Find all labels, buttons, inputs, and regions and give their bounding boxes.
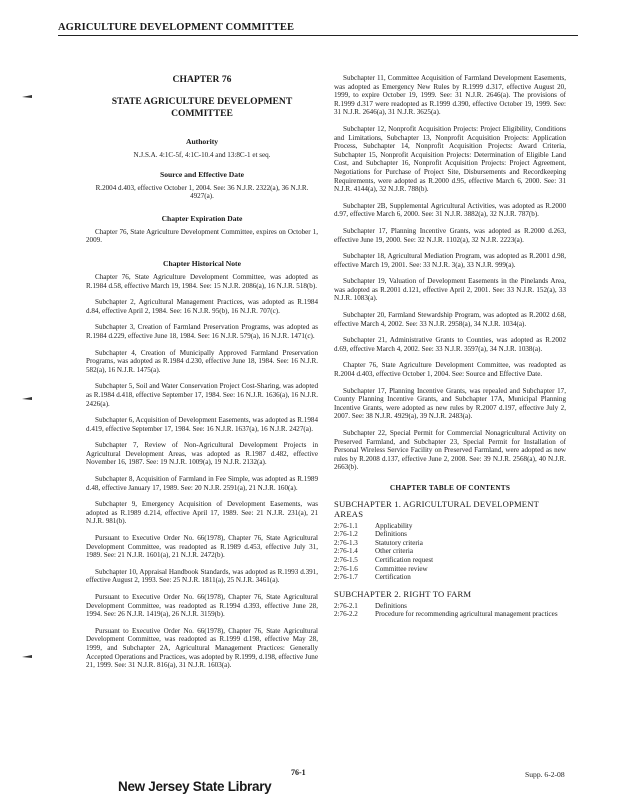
toc-entry-label: Certification — [375, 573, 411, 582]
history-note-paragraph: Subchapter 4, Creation of Municipally Approved Farmland Preservation Programs, was adopted as R.1984 d.230, effective June 18, 1984. See: 16 N.J.R. 582(a), 16 N.J.R. 1475(a). — [86, 348, 318, 374]
page-number: 76-1 — [291, 768, 306, 777]
toc-entry-number: 2:76-2.1 — [334, 601, 358, 610]
history-note-paragraph: Subchapter 11, Committee Acquisition of Farmland Development Easements, was adopted as Emergency New Rules by R.1999 d.317, effective August 20, 1999, to expire October 19, 1999. See: 31 N.J.R. 2646(a). The provisions of R.1999 d.317 were readopted as R.1999 d.390, effective October 19, 1999. See: 31 N.J.R. 2646(a), 31 N.J.R. 3625(a). — [334, 74, 566, 117]
right-column — [334, 74, 566, 619]
history-note-paragraph: Subchapter 17, Planning Incentive Grants, was adopted as R.2000 d.263, effective June 19, 2000. See: 32 N.J.R. 1102(a), 32 N.J.R. 2223(a). — [334, 226, 566, 244]
expiration-text: Chapter 76, State Agriculture Development Committee, expires on October 1, 2009. — [86, 227, 318, 245]
toc-entry — [334, 565, 566, 574]
toc-entry-number: 2:76-1.6 — [334, 564, 358, 573]
authority-heading: Authority — [185, 137, 219, 146]
toc-subchapter-title: SUBCHAPTER 2. RIGHT TO FARM — [334, 588, 472, 599]
toc-entry — [334, 530, 566, 539]
history-note-paragraph: Subchapter 20, Farmland Stewardship Program, was adopted as R.2002 d.68, effective March 4, 2002. See: 33 N.J.R. 2958(a), 34 N.J.R. 1034(a). — [334, 311, 566, 328]
running-head: AGRICULTURE DEVELOPMENT COMMITTEE — [58, 22, 578, 36]
toc-entry-number: 2:76-1.1 — [334, 521, 358, 530]
history-note-paragraph: Pursuant to Executive Order No. 66(1978), Chapter 76, State Agricultural Development Committee, was readopted as R.1989 d.453, effective July 31, 1989. See: 21 N.J.R. 1601(a), 21 N.J.R. 2472(b). — [86, 534, 318, 560]
source-text: R.2004 d.403, effective October 1, 2004. See: 36 N.J.R. 2322(a), 36 N.J.R. 4927(a). — [95, 183, 309, 201]
toc-entry-label: Committee review — [375, 564, 428, 573]
history-note-paragraph: Subchapter 8, Acquisition of Farmland in Fee Simple, was adopted as R.1989 d.48, effective January 17, 1989. See: 20 N.J.R. 2591(a), 21 N.J.R. 160(a). — [86, 475, 318, 492]
history-note-paragraph: Subchapter 12, Nonprofit Acquisition Projects: Project Eligibility, Conditions and Limitations, Subchapter 13, Nonprofit Acquisition Projects: Application Process, Subchapter 14, Nonprofit Acquisition Projects: Award Criteria, Subchapter 15, Nonprofit Acquisition Projects: Determination of Eligible Land Cost, and Subchapter 16, Nonprofit Acquisition Projects: Project Agreement, Negotiations for Purchase of Project Site, Disbursements and Recordkeeping Requirements, were adopted as R.2000 d.95, effective March 6, 2000. See: 31 N.J.R. 4144(a), 32 N.J.R. 788(b). — [334, 124, 566, 194]
history-note-paragraph: Chapter 76, State Agriculture Development Committee, was adopted as R.1984 d.58, effective March 19, 1984. See: 15 N.J.R. 2086(a), 16 N.J.R. 518(b). — [86, 272, 318, 290]
toc-entry-number: 2:76-1.4 — [334, 547, 358, 556]
toc-entry-number: 2:76-1.2 — [334, 530, 358, 539]
history-note-paragraph: Subchapter 7, Review of Non-Agricultural Development Projects in Agricultural Development Areas, was adopted as R.1987 d.482, effective November 16, 1987. See: 19 N.J.R. 1009(a), 19 N.J.R. 2132(a). — [86, 441, 318, 467]
history-note-paragraph: Pursuant to Executive Order No. 66(1978), Chapter 76, State Agricultural Development Committee, was readopted as R.1999 d.198, effective May 28, 1999, and Subchapter 2A, Agricultural Management Practices: Generally Accepted Operations and Practices, was adopted by R.1999, d.198, effective June 21, 1999. See: 31 N.J.R. 816(a), 31 N.J.R. 1603(a). — [86, 626, 318, 670]
toc-entry-number: 2:76-2.2 — [334, 610, 358, 619]
toc-entry-number: 2:76-1.5 — [334, 555, 358, 564]
library-stamp: New Jersey State Library — [118, 779, 272, 794]
supplement-date: Supp. 6-2-08 — [525, 770, 565, 779]
history-left-list — [86, 273, 318, 670]
binding-mark — [22, 396, 32, 402]
toc-entry-number: 2:76-1.7 — [334, 573, 358, 582]
binding-mark — [22, 654, 32, 660]
history-note-paragraph: Chapter 76, State Agriculture Development Committee, was readopted as R.2004 d.403, effective October 1, 2004. See: Source and Effective Date. — [334, 361, 566, 379]
history-note-paragraph: Subchapter 17, Planning Incentive Grants, was repealed and Subchapter 17, County Planning Incentive Grants, and Subchapter 17A, Municipal Planning Incentive Grants, were adopted as new rules by R.2007 d.197, effective July 2, 2007. See: 38 N.J.R. 4929(a), 39 N.J.R. 2483(a). — [334, 386, 566, 421]
history-note-paragraph: Subchapter 21, Administrative Grants to Counties, was adopted as R.2002 d.69, effective March 4, 2002. See: 33 N.J.R. 3597(a), 34 N.J.R. 1038(a). — [334, 336, 566, 353]
history-note-paragraph: Subchapter 19, Valuation of Development Easements in the Pinelands Area, was adopted as R.2001 d.121, effective April 2, 2001. See: 33 N.J.R. 152(a), 33 N.J.R. 1083(a). — [334, 277, 566, 303]
history-note-paragraph: Subchapter 10, Appraisal Handbook Standards, was adopted as R.1993 d.391, effective August 2, 1993. See: 25 N.J.R. 1811(a), 25 N.J.R. 3461(a). — [86, 567, 318, 585]
history-note-paragraph: Subchapter 6, Acquisition of Development Easements, was adopted as R.1984 d.419, effective September 17, 1984. See: 16 N.J.R. 1637(a), 16 N.J.R. 2427(a). — [86, 416, 318, 433]
history-note-paragraph: Subchapter 22, Special Permit for Commercial Nonagricultural Activity on Preserved Farmland, and Subchapter 23, Special Permit for Installation of Personal Wireless Service Facility on Preserved Farmland, were adopted as new rules by R.2008 d.137, effective June 2, 2008. See: 39 N.J.R. 2568(a), 40 N.J.R. 2663(b). — [334, 429, 566, 472]
left-column — [86, 74, 318, 678]
history-note-paragraph: Subchapter 2, Agricultural Management Practices, was adopted as R.1984 d.84, effective April 2, 1984. See: 16 N.J.R. 95(b), 16 N.J.R. 707(c). — [86, 298, 318, 315]
history-note-paragraph: Subchapter 5, Soil and Water Conservation Project Cost-Sharing, was adopted as R.1984 d.418, effective September 17, 1984. See: 16 N.J.R. 1636(a), 16 N.J.R. 2426(a). — [86, 382, 318, 408]
history-note-paragraph: Subchapter 2B, Supplemental Agricultural Activities, was adopted as R.2000 d.97, effective March 6, 2000. See: 31 N.J.R. 3882(a), 32 N.J.R. 787(b). — [334, 201, 566, 219]
toc-entry-label: Statutory criteria — [375, 538, 423, 547]
toc-subchapter-title: SUBCHAPTER 1. AGRICULTURAL DEVELOPMENT AREAS — [334, 498, 539, 519]
toc-entry — [334, 539, 566, 548]
toc-entry — [334, 547, 566, 556]
history-note-paragraph: Subchapter 3, Creation of Farmland Preservation Programs, was adopted as R.1984 d.229, effective June 18, 1984. See: 16 N.J.R. 579(a), 16 N.J.R. 1471(c). — [86, 323, 318, 340]
toc-title: CHAPTER TABLE OF CONTENTS — [389, 482, 511, 492]
toc-entry — [334, 556, 566, 565]
toc-entry-label: Procedure for recommending agricultural management practices — [375, 610, 558, 619]
toc-entry — [334, 573, 566, 582]
chapter-number: CHAPTER 76 — [172, 74, 232, 85]
toc-entry-label: Certification request — [375, 555, 434, 564]
binding-mark — [22, 94, 32, 100]
toc-entry-label: Definitions — [375, 601, 407, 610]
history-note-paragraph: Pursuant to Executive Order No. 66(1978), Chapter 76, State Agricultural Development Committee, was readopted as R.1994 d.393, effective June 28, 1994. See: 26 N.J.R. 1419(a), 26 N.J.R. 3159(b). — [86, 593, 318, 619]
history-note-paragraph: Subchapter 18, Agricultural Mediation Program, was adopted as R.2001 d.98, effective March 19, 2001. See: 33 N.J.R. 3(a), 33 N.J.R. 999(a). — [334, 252, 566, 269]
history-heading: Chapter Historical Note — [163, 258, 241, 268]
toc-entry — [334, 610, 566, 619]
expiration-heading: Chapter Expiration Date — [161, 213, 243, 223]
toc-entry-label: Definitions — [375, 530, 407, 539]
toc-entry-number: 2:76-1.3 — [334, 538, 358, 547]
authority-text: N.J.S.A. 4:1C-5f, 4:1C-10.4 and 13:8C-1 et seq. — [133, 151, 271, 159]
toc-entry-label: Other criteria — [375, 547, 414, 556]
chapter-title: STATE AGRICULTURE DEVELOPMENT COMMITTEE — [111, 96, 293, 119]
table-of-contents — [334, 499, 566, 619]
history-right-list — [334, 74, 566, 472]
toc-entry — [334, 602, 566, 611]
toc-entry — [334, 522, 566, 531]
toc-entry-label: Applicability — [375, 521, 413, 530]
history-note-paragraph: Subchapter 9, Emergency Acquisition of Development Easements, was adopted as R.1989 d.214, effective April 17, 1989. See: 21 N.J.R. 231(a), 21 N.J.R. 981(b). — [86, 500, 318, 526]
source-heading: Source and Effective Date — [159, 169, 244, 179]
